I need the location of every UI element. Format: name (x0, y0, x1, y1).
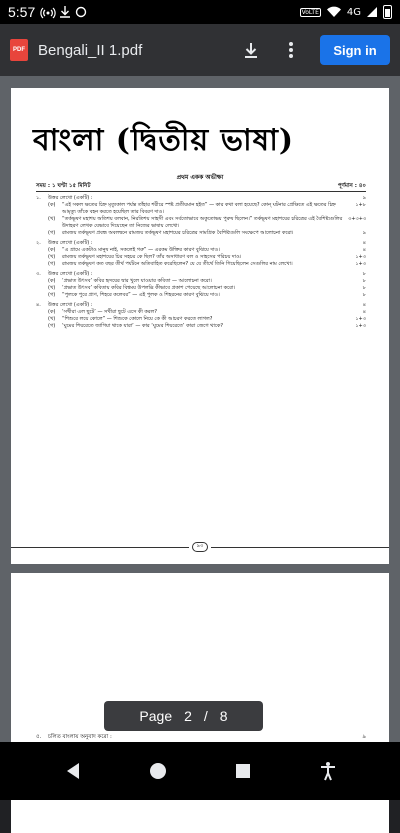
question-marks: ৯ (362, 734, 366, 740)
page-footer (11, 542, 389, 552)
status-time: 5:57 (8, 4, 36, 20)
sub-label: (খ) (48, 285, 56, 291)
sign-in-button[interactable]: Sign in (320, 35, 390, 65)
sub-text: রামজয় তর্কভূষণ কত বছর তীর্থ পর্যটনে অতিবাহিত করেছিলেন? যে যে তীর্থে তিনি গিয়েছিলেন সেগুলির নাম লেখো। (62, 261, 293, 267)
download-button[interactable] (240, 39, 262, 61)
more-vert-icon (288, 41, 294, 59)
printed-page-number: ৯৩ (192, 542, 209, 552)
exam-time: সময় : ১ ঘণ্টা ১৫ মিনিট (36, 183, 91, 189)
circle-status-icon (75, 6, 87, 18)
app-bar (0, 24, 400, 76)
sub-text: ‘প্রভাত উৎসব’ কবিতায় কবির বিশ্বময় উপলব্ধি কীভাবে প্রকাশ পেয়েছে আলোচনা করো। (62, 285, 236, 291)
sub-label: (ক) (48, 247, 56, 253)
home-button[interactable] (146, 759, 170, 783)
sub-label: (ক) (48, 278, 56, 284)
sub-text: রামজয় তর্কভূষণ প্রবন্ধ অবলম্বনে রামজয় তর্কভূষণ মহাশয়ের চরিত্রের সামগ্রিক বৈশিষ্ট্যগুলি সংক্ষেপে আলোচনা করো। (62, 230, 294, 236)
sub-marks: ৩+৩+৩ (348, 216, 367, 222)
exam-title: প্রথম একক অভীক্ষা (176, 174, 224, 181)
sub-marks: ৮ (362, 278, 366, 284)
recents-button[interactable] (231, 759, 255, 783)
sub-question (36, 261, 366, 268)
current-page: 2 (184, 708, 192, 724)
accessibility-icon (319, 761, 337, 781)
home-circle-icon (149, 762, 167, 780)
sub-text: “পুলকে পুরে প্রাণ, শিহরে কলেবর” — এই পুলক ও শিহরনের কারণ বুঝিয়ে দাও। (62, 292, 220, 298)
question-marks: ৪ (362, 240, 366, 246)
wifi-hotspot-icon (41, 5, 55, 19)
exam-full-marks: পূর্ণমান : ৪০ (337, 183, 366, 189)
sub-marks: ১+৩ (355, 323, 366, 329)
question-number: ২. (36, 240, 41, 246)
question-list (36, 195, 366, 333)
exam-meta (36, 183, 366, 191)
volte-badge: VoLTE (301, 8, 319, 16)
document-title: বাংলা (দ্বিতীয় ভাষা) (33, 123, 295, 158)
sub-label: (গ) (48, 230, 56, 236)
question-number: ১. (36, 195, 41, 201)
question-prompt: উত্তর লেখো (একটি) : (48, 302, 93, 308)
sub-marks: ১+৮ (355, 202, 366, 208)
sub-text: “শিশুরে লয়ে কোলে” — শিশুকে কোলে নিয়ে কে কী আচরণ করতে লাগল? (62, 316, 213, 322)
sub-label: (ক) (48, 202, 56, 208)
sub-question (36, 247, 366, 254)
sub-question (36, 230, 366, 237)
question-marks: ৮ (362, 271, 366, 277)
sub-marks: ৪ (362, 309, 366, 315)
sub-question (36, 309, 366, 316)
sub-marks: ১+৩ (355, 261, 366, 267)
recents-square-icon (235, 763, 251, 779)
question-number: ৪. (36, 302, 41, 308)
sub-marks: ১+৩ (355, 316, 366, 322)
sub-question (36, 202, 366, 216)
sub-text: ‘সখীরা এল ছুটে’ — সখীরা ছুটে এসে কী করল? (62, 309, 158, 315)
page-divider: / (203, 708, 208, 724)
sub-label: (গ) (48, 323, 56, 329)
download-icon (242, 41, 260, 59)
question-marks: ৪ (362, 302, 366, 308)
download-status-icon (59, 5, 71, 19)
sub-question (36, 216, 366, 230)
sub-text: “এই সকল ক্ষতের চিহ্ন মৃত্যুকাল পর্যন্ত তাঁহার শরীরে স্পষ্ট প্রতীয়মান হইত” — কার কথা বলা হয়েছে? কোন্ ঘটনার প্রেক্ষিতে এই ক্ষতের চিহ্ন আমৃত্যু তাঁকে বহন করতে হয়েছিল তার বিবরণ দাও। (62, 202, 336, 215)
pdf-viewer[interactable] (0, 76, 400, 742)
question-prompt: উত্তর লেখো (একটি) : (48, 271, 93, 277)
sub-question (36, 254, 366, 261)
question-number: ৩. (36, 271, 41, 277)
question (36, 302, 366, 330)
sub-text: ‘ঘুমের শিয়রেতে জাগিয়া থাকে যারা’ — কার ‘ঘুমের শিয়রেতে’ কারা জেগে থাকে? (62, 323, 224, 329)
system-nav-bar (0, 742, 400, 800)
sub-marks: ৪ (362, 247, 366, 253)
pdf-file-icon: PDF (10, 39, 28, 61)
sub-marks: ৯ (362, 230, 366, 236)
sub-question (36, 285, 366, 292)
wifi-icon (326, 6, 342, 18)
signal-icon (366, 6, 378, 18)
sub-question (36, 316, 366, 323)
divider (36, 191, 366, 192)
sub-text: ‘প্রভাত উৎসব’ কবির হৃদয়ের দ্বার খুলে যাওয়ার কবিতা — আলোচনা করো। (62, 278, 212, 284)
sub-text: রামজয় তর্কভূষণ মহাশয়ের চির সহচর কে ছিল? তাঁর অসাধারণ বল ও সাহসের পরিচয় দাও। (62, 254, 242, 260)
pdf-page-1[interactable] (11, 88, 389, 564)
sub-marks: ৮ (362, 292, 366, 298)
accessibility-button[interactable] (316, 759, 340, 783)
file-name: Bengali_II 1.pdf (38, 41, 143, 59)
sub-marks: ৮ (362, 285, 366, 291)
sub-label: (গ) (48, 292, 56, 298)
sub-label: (ক) (48, 309, 56, 315)
status-bar (0, 0, 400, 24)
back-triangle-icon (65, 762, 81, 780)
total-pages: 8 (219, 708, 228, 724)
question (36, 271, 366, 299)
sub-text: “তর্কভূষণ মহাশয় অতিশয় বলবান, নিরতিশয় সাহসী এবং সর্বতোভাবে অকুতোভয় পুরুষ ছিলেন।” তর্কভূষণ মহাশয়ের চরিত্রের এই বৈশিষ্ট্যগুলির উদাহরণ লেখক যেভাবে দিয়েছেন তা নিজের ভাষায় লেখো। (62, 216, 343, 229)
sub-question (36, 278, 366, 285)
question-prompt: উত্তর লেখো (একটি) : (48, 240, 93, 246)
back-button[interactable] (61, 759, 85, 783)
question-prompt: উত্তর লেখো (একটি) : (48, 195, 93, 201)
sub-label: (খ) (48, 254, 56, 260)
more-options-button[interactable] (280, 39, 302, 61)
sub-label: (খ) (48, 216, 56, 222)
battery-icon (383, 5, 392, 19)
page-indicator (104, 701, 263, 731)
sub-text: “এ গ্রামে একটাও মানুষ নাই, সকলেই গরু” — এরকম উক্তির কারণ বুঝিয়ে দাও। (62, 247, 221, 253)
question-prompt: চলিত বাংলায় অনুবাদ করো : (48, 734, 112, 740)
sub-label: (গ) (48, 261, 56, 267)
question (36, 240, 366, 268)
sub-label: (খ) (48, 316, 56, 322)
sub-question (36, 323, 366, 330)
question-number: ৫. (36, 734, 42, 740)
network-type: 4G (346, 6, 361, 18)
sub-marks: ১+৩ (355, 254, 366, 260)
page-label: Page (139, 708, 173, 724)
question-marks: ৯ (362, 195, 366, 201)
question (36, 733, 366, 741)
question (36, 195, 366, 237)
sub-question (36, 292, 366, 299)
